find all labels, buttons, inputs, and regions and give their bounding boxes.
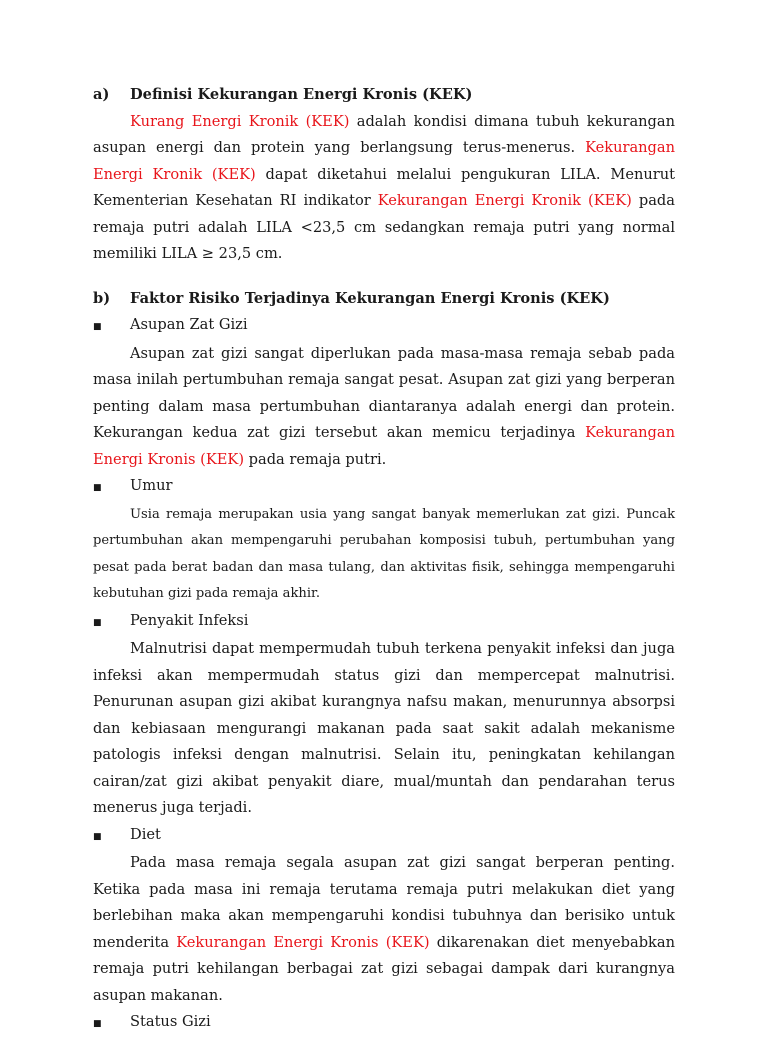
square-bullet-icon: ■ xyxy=(93,1019,102,1029)
asupan-zat-gizi-paragraph xyxy=(93,341,675,474)
square-bullet-icon: ■ xyxy=(93,617,102,628)
bullet-item-asupan-zat-gizi xyxy=(93,312,675,341)
square-bullet-icon: ■ xyxy=(93,322,102,332)
section-a-marker: a) xyxy=(93,86,110,103)
diet-paragraph xyxy=(93,850,675,1009)
square-bullet-icon: ■ xyxy=(93,831,102,842)
bullet-label: Asupan Zat Gizi xyxy=(130,316,248,333)
text-run: Pada masa remaja segala asupan zat gizi sangat berperan penting. Ketika pada masa ini remaja terutama remaja putri melakukan diet yang berlebihan maka akan mempengaruhi kondisi tubuhnya dan berisiko untuk menderita xyxy=(93,854,675,951)
section-gap xyxy=(93,268,675,286)
text-run: Asupan zat gizi sangat diperlukan pada masa-masa remaja sebab pada masa inilah pertumbuhan remaja sangat pesat. Asupan zat gizi yang berperan penting dalam masa pertumbuhan diantaranya adalah energi dan protein. Kekurangan kedua zat gizi tersebut akan memicu terjadinya xyxy=(93,344,675,441)
text-run: Kekurangan Energi Kronik (KEK) xyxy=(377,192,632,209)
section-b-title: Faktor Risiko Terjadinya Kekurangan Energi Kronis (KEK) xyxy=(130,289,610,307)
penyakit-infeksi-paragraph xyxy=(93,636,675,822)
text-run: Usia remaja merupakan usia yang sangat banyak memerlukan zat gizi. Puncak pertumbuhan akan mempengaruhi perubahan komposisi tubuh, pertumbuhan yang pesat pada berat badan dan masa tulang, dan aktivitas fisik, sehingga mempengaruhi kebutuhan gizi pada remaja akhir. xyxy=(93,506,675,601)
section-a-heading xyxy=(93,82,675,109)
text-run: Kurang Energi Kronik (KEK) xyxy=(130,112,350,130)
umur-paragraph xyxy=(93,502,675,608)
bullet-label: Umur xyxy=(130,477,173,494)
text-run: Kekurangan Energi Kronis (KEK) xyxy=(93,424,675,468)
section-b-marker: b) xyxy=(93,289,111,307)
text-run: dikarenakan diet menyebabkan remaja putri kehilangan berbagai zat gizi sebagai dampak dari kurangnya asupan makanan. xyxy=(93,933,675,1004)
bullet-item-diet xyxy=(93,822,675,851)
bullet-item-status-gizi xyxy=(93,1009,675,1038)
text-run: Malnutrisi dapat mempermudah tubuh terkena penyakit infeksi dan juga infeksi akan mempermudah status gizi dan mempercepat malnutrisi. Penurunan asupan gizi akibat kurangnya nafsu makan, menurunnya absorpsi dan kebiasaan mengurangi makanan pada saat sakit adalah mekanisme patologis infeksi dengan malnutrisi. Selain itu, peningkatan kehilangan cairan/zat gizi akibat penyakit diare, mual/muntah dan pendarahan terus menerus juga terjadi. xyxy=(93,640,675,816)
text-run: pada remaja putri. xyxy=(244,450,387,468)
bullet-item-penyakit-infeksi xyxy=(93,608,675,637)
bullet-label: Penyakit Infeksi xyxy=(130,611,249,629)
bullet-label: Status Gizi xyxy=(130,1013,211,1030)
text-run: adalah kondisi dimana tubuh kekurangan asupan energi dan protein yang berlangsung terus-menerus. xyxy=(93,112,675,156)
bullet-item-umur xyxy=(93,473,675,502)
bullet-label: Diet xyxy=(130,825,161,843)
section-b-heading xyxy=(93,286,675,313)
text-run: pada remaja putri adalah LILA <23,5 cm sedangkan remaja putri yang normal memiliki LILA ≥ 23,5 cm. xyxy=(93,192,675,262)
text-run: dapat diketahui melalui pengukuran LILA. Menurut Kementerian Kesehatan RI indikator xyxy=(93,165,675,209)
section-a-title: Definisi Kekurangan Energi Kronis (KEK) xyxy=(130,86,473,103)
text-run: Kekurangan Energi Kronis (KEK) xyxy=(176,933,430,951)
text-run: Kekurangan Energi Kronik (KEK) xyxy=(93,139,675,183)
square-bullet-icon: ■ xyxy=(93,483,102,493)
section-a-paragraph xyxy=(93,109,675,268)
